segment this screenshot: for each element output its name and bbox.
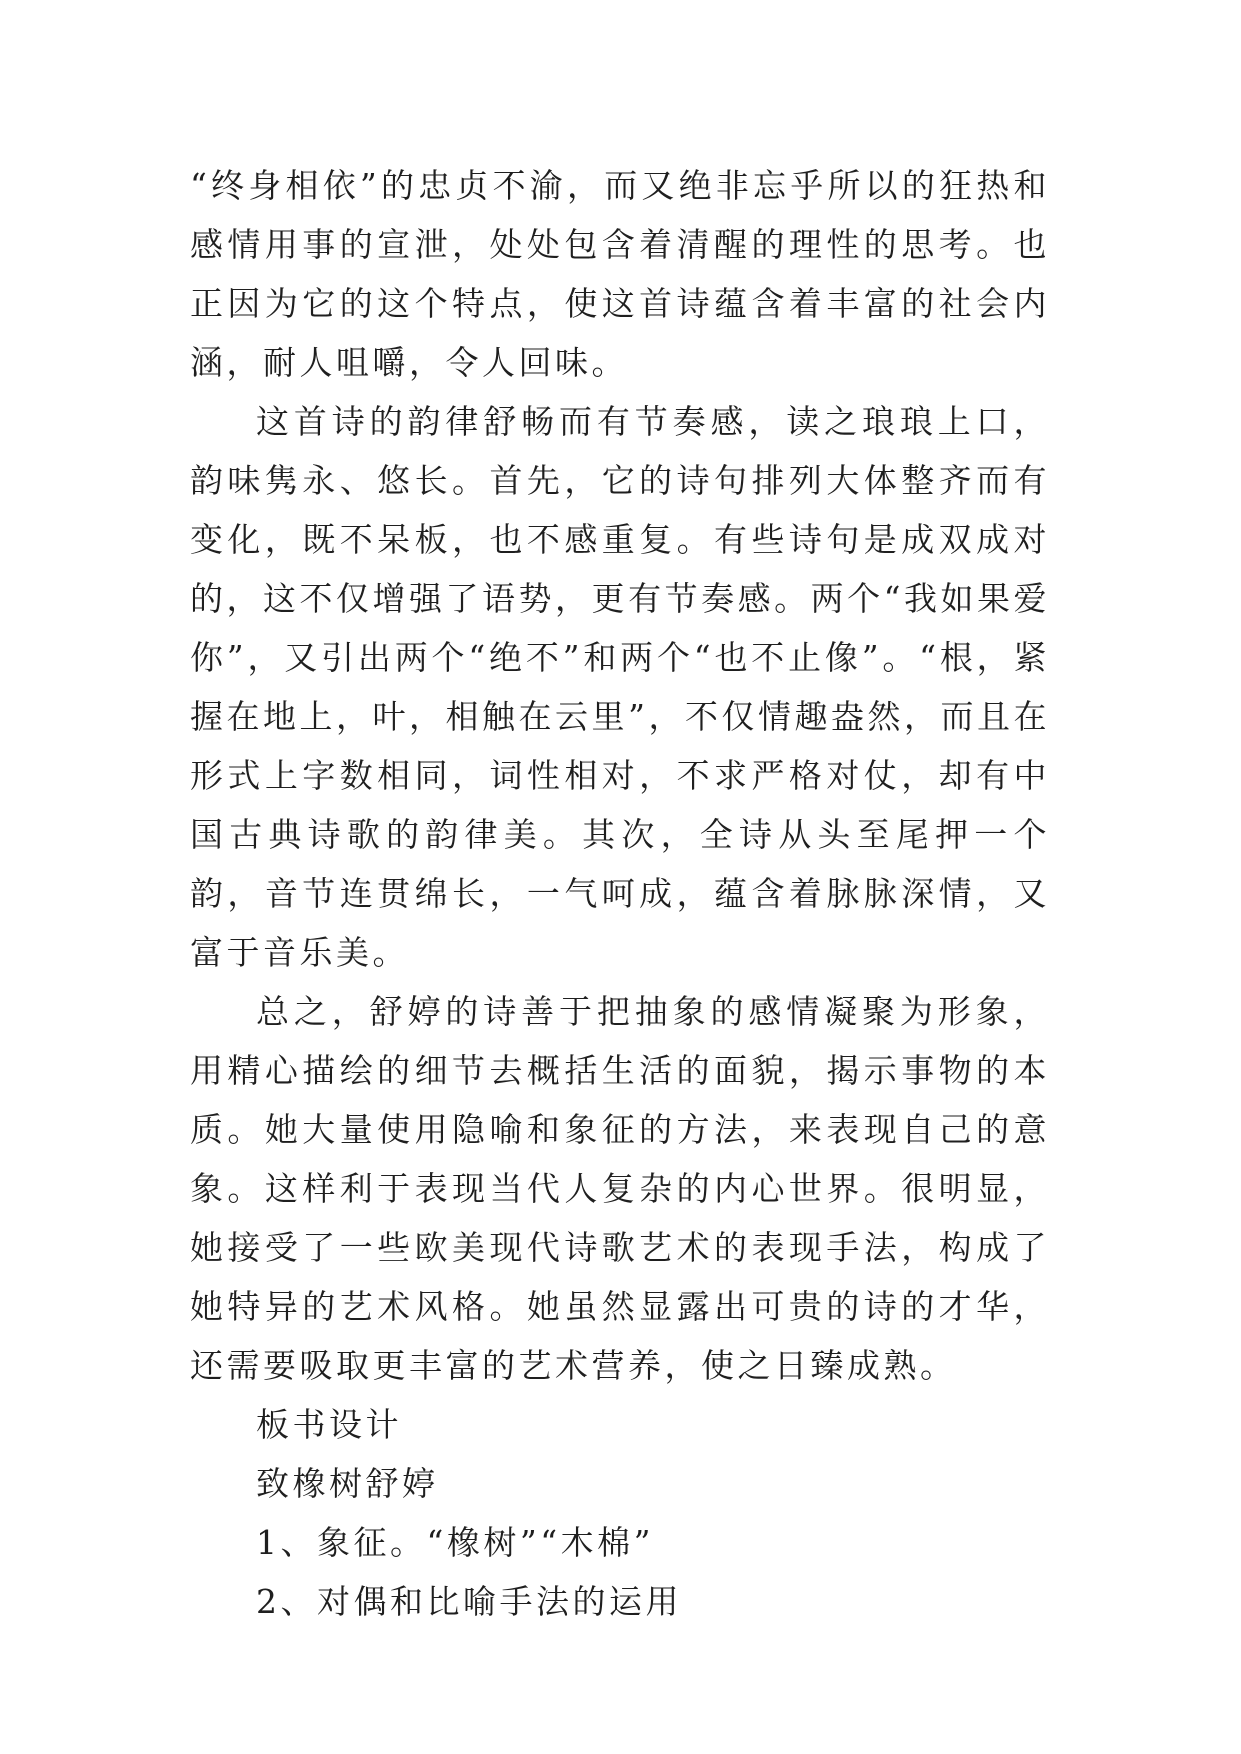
board-design-item: 1、象征。“橡树”“木棉” [256,1523,654,1562]
board-design-title: 致橡树舒婷 [256,1464,439,1503]
paragraph-rhythm: 这首诗的韵律舒畅而有节奏感，读之琅琅上口，韵味隽永、悠长。首先，它的诗句排列大体整齐而有变化，既不呆板，也不感重复。有些诗句是成双成对的，这不仅增强了语势，更有节奏感。两个“我如果爱你”，又引出两个“绝不”和两个“也不止像”。“根，紧握在地上，叶，相触在云里”，不仅情趣盎然，而且在形式上字数相同，词性相对，不求严格对仗，却有中国古典诗歌的韵律美。其次，全诗从头至尾押一个韵，音节连贯绵长，一气呵成，蕴含着脉脉深情，又富于音乐美。 [190,402,1050,972]
board-design-item: 2、对偶和比喻手法的运用 [256,1582,682,1621]
board-design-heading: 板书设计 [256,1405,402,1444]
document-page [190,156,1050,1631]
paragraph-continuation: “终身相依”的忠贞不渝，而又绝非忘乎所以的狂热和感情用事的宣泄，处处包含着清醒的理性的思考。也正因为它的这个特点，使这首诗蕴含着丰富的社会内涵，耐人咀嚼，令人回味。 [190,166,1050,382]
paragraph-conclusion: 总之，舒婷的诗善于把抽象的感情凝聚为形象，用精心描绘的细节去概括生活的面貌，揭示事物的本质。她大量使用隐喻和象征的方法，来表现自己的意象。这样利于表现当代人复杂的内心世界。很明显，她接受了一些欧美现代诗歌艺术的表现手法，构成了她特异的艺术风格。她虽然显露出可贵的诗的才华，还需要吸取更丰富的艺术营养，使之日臻成熟。 [190,992,1050,1385]
